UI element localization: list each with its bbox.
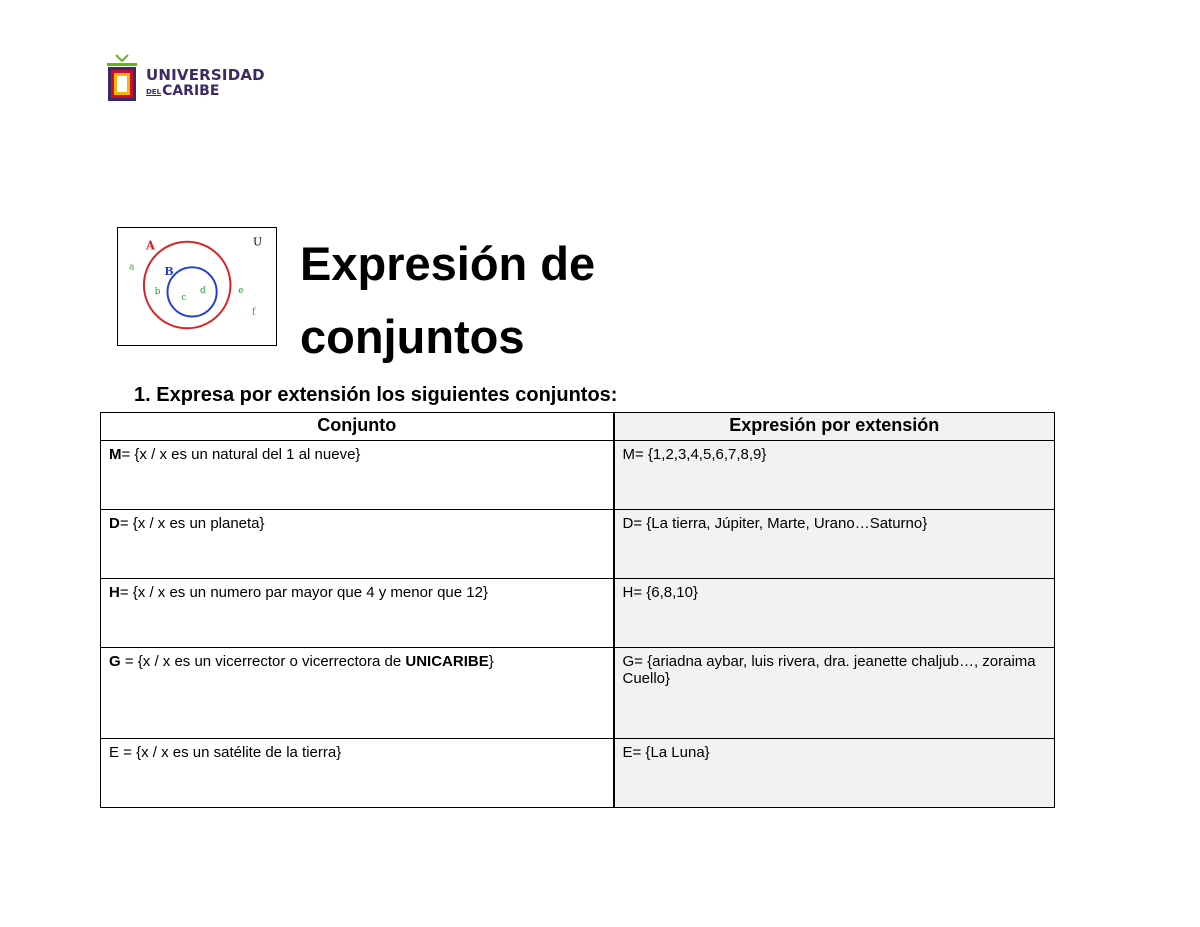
set-definition-cell	[101, 441, 614, 510]
element-b: b	[154, 286, 161, 297]
set-definition-cell	[101, 648, 614, 739]
set-definition-cell	[101, 579, 614, 648]
set-name: D	[109, 515, 120, 532]
logo-caribe: CARIBE	[162, 83, 220, 99]
university-emblem-icon	[106, 52, 138, 102]
element-c: c	[181, 292, 187, 303]
element-d: d	[199, 285, 206, 296]
set-a-label: A	[145, 238, 156, 253]
table-row	[101, 510, 1055, 579]
university-logo	[106, 52, 276, 102]
element-a: a	[129, 262, 135, 273]
set-name: M	[109, 446, 122, 463]
element-e: e	[238, 285, 244, 296]
extension-cell: D= {La tierra, Júpiter, Marte, Urano…Saturno}	[614, 510, 1055, 579]
set-definition-cell	[101, 739, 614, 808]
set-b-label: B	[164, 265, 174, 279]
set-b-circle	[168, 267, 217, 316]
extension-cell: M= {1,2,3,4,5,6,7,8,9}	[614, 441, 1055, 510]
set-description: E = {x / x es un satélite de la tierra}	[109, 744, 342, 761]
logo-wordmark	[146, 67, 265, 100]
extension-cell: E= {La Luna}	[614, 739, 1055, 808]
table-row	[101, 648, 1055, 739]
set-closing: }	[488, 653, 494, 670]
extension-cell: G= {ariadna aybar, luis rivera, dra. jeanette chaljub…, zoraima Cuello}	[614, 648, 1055, 739]
institution-name: UNICARIBE	[405, 653, 489, 670]
exercise-instruction: 1. Expresa por extensión los siguientes conjuntos:	[134, 384, 618, 406]
set-description: = {x / x es un numero par mayor que 4 y menor que 12}	[119, 584, 488, 601]
column-header-conjunto: Conjunto	[101, 413, 614, 441]
table-row	[101, 579, 1055, 648]
logo-del: DEL	[146, 88, 162, 96]
logo-line-2	[146, 83, 265, 100]
set-definition-cell	[101, 510, 614, 579]
extension-cell: H= {6,8,10}	[614, 579, 1055, 648]
venn-diagram	[117, 227, 277, 346]
table-row	[101, 739, 1055, 808]
table-header-row	[101, 413, 1055, 441]
set-description: = {x / x es un vicerrector o vicerrectora de	[120, 653, 406, 670]
set-description: = {x / x es un planeta}	[119, 515, 265, 532]
page-title: Expresión de conjuntos	[300, 237, 596, 363]
set-name: H	[109, 584, 120, 601]
table-row	[101, 441, 1055, 510]
element-f: f	[252, 307, 256, 318]
set-description: = {x / x es un natural del 1 al nueve}	[121, 446, 361, 463]
universe-label: U	[253, 235, 263, 249]
logo-line-1: UNIVERSIDAD	[146, 66, 265, 84]
sets-table	[100, 412, 1055, 808]
column-header-extension: Expresión por extensión	[614, 413, 1055, 441]
set-name: G	[109, 653, 121, 670]
